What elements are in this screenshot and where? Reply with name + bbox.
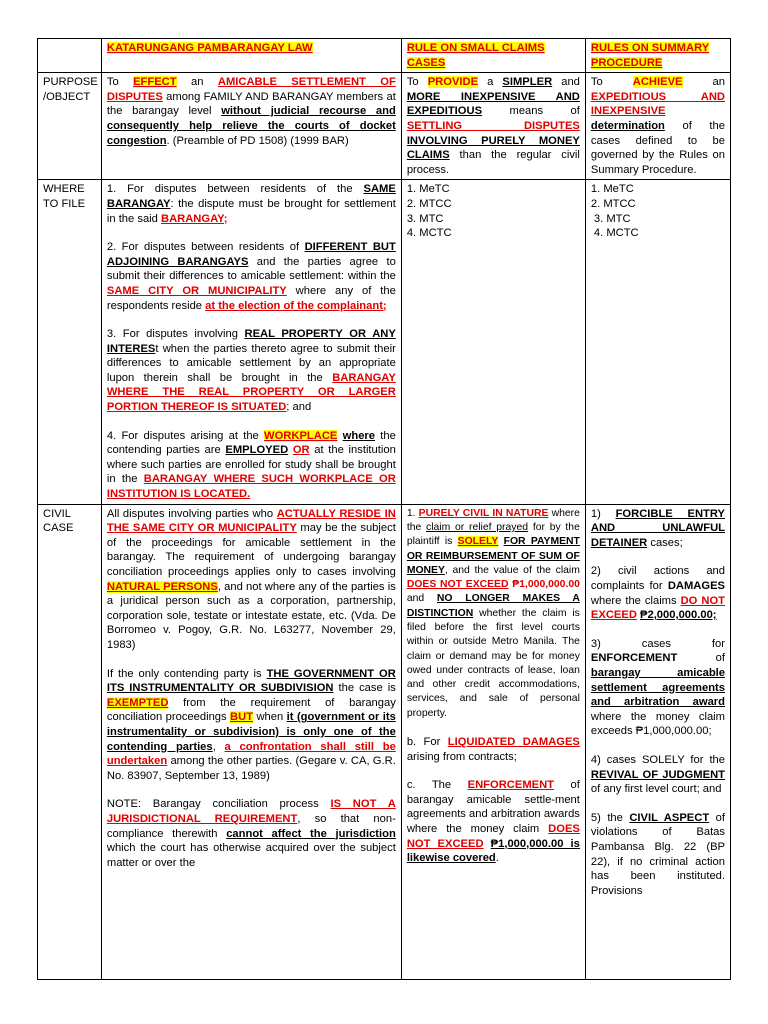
where-kp-item-1: 1. For disputes between residents of the SAME BARANGAY: the dispute must be brought for settlement in the said BARANGAY; [106, 183, 396, 225]
civil-sc-item-1: 1. PURELY CIVIL IN NATURE where the claim or relief prayed for by the plaintiff is SOLELY FOR PAYMENT OR REIMBURSEMENT OF SUM OF MONEY, and the value of the claim DOES NOT EXCEED ₱1,000,000.00 and NO LONGER MAKES A DISTINCTION whether the claim is filed before the first level courts within or outside Metro Manila. The claim or demand may be for money owed under contracts of lease, loan and other credit accommodations, services, and sale of personal property. [406, 507, 580, 719]
row-label-purpose: PURPOSE /OBJECT [38, 73, 102, 180]
header-sp-text: RULES ON SUMMARY PROCEDURE [590, 42, 710, 69]
court-item: 2. MTCC [590, 197, 636, 210]
purpose-sp-text: To ACHIEVE an EXPEDITIOUS AND INEXPENSIVE determination of the cases defined to be governed by the Rules on Summary Procedure. [590, 76, 725, 176]
court-item: 4. MCTC [406, 227, 452, 240]
civil-kp-note: NOTE: Barangay conciliation process IS NOT A JURISDICTIONAL REQUIREMENT, so that non-compliance therewith cannot affect the jurisdiction which the court has otherwise acquired over the subject matter or over the [106, 798, 396, 869]
court-item: 1. MeTC [590, 183, 634, 196]
purpose-kp-cell [101, 73, 401, 180]
where-kp-item-2: 2. For disputes between residents of DIFFERENT BUT ADJOINING BARANGAYS and the parties agree to submit their differences to amicable settlement: within the SAME CITY OR MUNICIPALITY where any of the respondents reside at the election of the complainant; [106, 241, 396, 312]
header-kp-law [101, 39, 401, 73]
civil-sc-cell [401, 504, 585, 979]
civil-case-row [38, 504, 731, 979]
empty-corner-cell [38, 39, 102, 73]
comparison-table [37, 38, 731, 980]
civil-sp-item-3: 3) cases for ENFORCEMENT of barangay amicable settlement agreements and arbitration award where the money claim exceeds ₱1,000,000.00; [590, 637, 725, 738]
civil-kp-para-2: If the only contending party is THE GOVERNMENT OR ITS INSTRUMENTALITY OR SUBDIVISION the case is EXEMPTED from the requirement of barangay conciliation proceedings BUT when it (government or its instrumentality or subdivision) is only one of the contending parties, a confrontation shall still be undertaken among the other parties. (Gegare v. CA, G.R. No. 83907, September 13, 1989) [106, 667, 396, 782]
civil-sp-item-1: 1) FORCIBLE ENTRY AND UNLAWFUL DETAINER cases; [590, 507, 725, 549]
court-item: 2. MTCC [406, 197, 452, 210]
civil-sc-item-2: b. For LIQUIDATED DAMAGES arising from contracts; [406, 736, 580, 763]
purpose-sp-cell [585, 73, 730, 180]
civil-sp-item-2: 2) civil actions and complaints for DAMAGES where the claims DO NOT EXCEED ₱2,000,000.00; [590, 565, 725, 622]
header-sc-text: RULE ON SMALL CLAIMS CASES [406, 42, 545, 69]
row-label-where-to-file: WHERE TO FILE [38, 180, 102, 504]
where-kp-cell [101, 180, 401, 504]
where-to-file-row [38, 180, 731, 504]
header-kp-text: KATARUNGANG PAMBARANGAY LAW [106, 42, 313, 54]
where-sc-cell [401, 180, 585, 504]
where-kp-item-3: 3. For disputes involving REAL PROPERTY OR ANY INTERESt when the parties thereto agree to submit their differences to amicable settlement by an appropriate lupon therein shall be brought in the BARANGAY WHERE THE REAL PROPERTY OR LARGER PORTION THEREOF IS SITUATED; and [106, 328, 396, 414]
court-item: 1. MeTC [406, 183, 450, 196]
purpose-row [38, 73, 731, 180]
court-item: 3. MTC [593, 212, 631, 225]
civil-sc-item-3: c. The ENFORCEMENT of barangay amicable settle-ment agreements and arbitration awards where the money claim DOES NOT EXCEED ₱1,000,000.00 is likewise covered. [406, 779, 580, 865]
civil-sp-item-4: 4) cases SOLELY for the REVIVAL OF JUDGMENT of any first level court; and [590, 753, 725, 796]
header-summary-procedure [585, 39, 730, 73]
where-sp-cell [585, 180, 730, 504]
where-kp-item-4: 4. For disputes arising at the WORKPLACE where the contending parties are EMPLOYED OR at the institution where such parties are enrolled for study shall be brought in the BARANGAY WHERE SUCH WORKPLACE OR INSTITUTION IS LOCATED. [106, 429, 396, 501]
row-label-civil-case: CIVIL CASE [38, 504, 102, 979]
purpose-sc-text: To PROVIDE a SIMPLER and MORE INEXPENSIVE AND EXPEDITIOUS means of SETTLING DISPUTES INVOLVING PURELY MONEY CLAIMS than the regular civil process. [406, 76, 580, 176]
civil-kp-para-1: All disputes involving parties who ACTUALLY RESIDE IN THE SAME CITY OR MUNICIPALITY may be the subject of the proceedings for amicable settlement in the barangay. The requirement of undergoing barangay conciliation proceedings applies only to cases involving NATURAL PERSONS, and not where any of the parties is a juridical person such as a corporation, partnership, corporation sole, testate or intestate estate, etc. (Vda. De Borromeo v. Pogoy, G.R. No. L63277, November 29, 1983) [106, 507, 396, 651]
civil-sp-cell [585, 504, 730, 979]
purpose-kp-text: To EFFECT an AMICABLE SETTLEMENT OF DISPUTES among FAMILY AND BARANGAY members at the barangay level without judicial recourse and consequently help relieve the courts of docket congestion. (Preamble of PD 1508) (1999 BAR) [106, 76, 396, 147]
purpose-sc-cell [401, 73, 585, 180]
header-row [38, 39, 731, 73]
court-item: 4. MCTC [593, 227, 639, 240]
civil-kp-cell [101, 504, 401, 979]
header-small-claims [401, 39, 585, 73]
civil-sp-item-5: 5) the CIVIL ASPECT of violations of Batas Pambansa Blg. 22 (BP 22), if no criminal action has been instituted. Provisions [590, 811, 725, 897]
court-item: 3. MTC [406, 212, 444, 225]
